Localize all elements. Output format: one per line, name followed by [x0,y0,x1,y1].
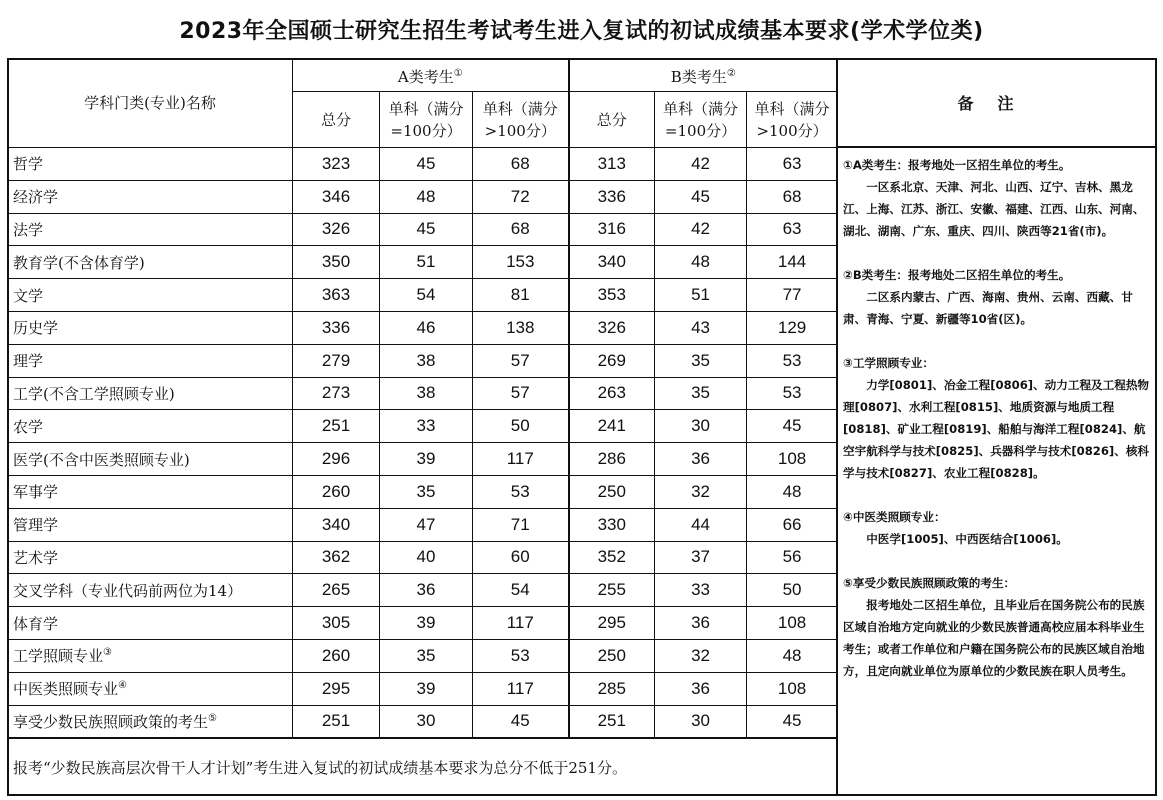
note-title: ③工学照顾专业： [843,356,934,370]
b-single-100: 45 [655,180,747,213]
b-single-100: 48 [655,246,747,279]
group-b-header [569,59,838,92]
table-row [8,180,838,213]
a-single-100: 51 [380,246,473,279]
b-single-100: 42 [655,213,747,246]
a-single-gt100: 117 [473,443,569,476]
note-item [843,572,1153,682]
a-total: 362 [293,541,380,574]
a-single-100: 46 [380,311,473,344]
a-total: 346 [293,180,380,213]
b-singlegt100-header [747,92,838,148]
subject-label: 教育学(不含体育学) [13,253,145,272]
b-total: 295 [569,607,655,640]
table-row [8,311,838,344]
subject-label: 理学 [13,352,44,371]
a-single-100: 38 [380,377,473,410]
note-item [843,352,1153,484]
b-single-gt100: 63 [747,148,838,181]
b-total: 316 [569,213,655,246]
score-table [7,58,838,796]
a-single-100: 40 [380,541,473,574]
note-title: ⑤享受少数民族照顾政策的考生： [843,576,1016,590]
b-single-gt100: 50 [747,574,838,607]
b-single-gt100: 45 [747,410,838,443]
subject-name [8,213,293,246]
note-title: ②B类考生：报考地处二区招生单位的考生。 [843,268,1071,282]
a-single-gt100: 68 [473,213,569,246]
b-total: 313 [569,148,655,181]
subject-name [8,148,293,181]
subject-label: 哲学 [13,155,44,174]
note-item [843,264,1153,330]
b-single-100: 36 [655,672,747,705]
b-total: 353 [569,279,655,312]
a-single-gt100: 45 [473,705,569,738]
note-item [843,154,1153,242]
a-single-gt100: 53 [473,639,569,672]
table-row [8,508,838,541]
subject-label: 艺术学 [13,548,59,567]
b-single-gt100: 45 [747,705,838,738]
a-single-100: 35 [380,475,473,508]
b-single-gt100: 48 [747,639,838,672]
a-total: 340 [293,508,380,541]
table-row [8,607,838,640]
a-single-gt100: 81 [473,279,569,312]
subject-name [8,246,293,279]
b-single-gt100: 48 [747,475,838,508]
a-total: 260 [293,475,380,508]
b-single-100: 36 [655,443,747,476]
table-row [8,672,838,705]
note-body: 中医学[1005]、中西医结合[1006]。 [866,532,1068,546]
footnote-mark: ② [726,67,736,79]
b-total: 286 [569,443,655,476]
note-body: 二区系内蒙古、广西、海南、贵州、云南、西藏、甘肃、青海、宁夏、新疆等10省(区)。 [843,290,1133,326]
a-single-gt100: 117 [473,672,569,705]
b-total: 269 [569,344,655,377]
a-single-100: 39 [380,672,473,705]
b-single-100: 42 [655,148,747,181]
b-total: 285 [569,672,655,705]
group-b-label: B类考生 [670,67,727,86]
table-row [8,705,838,738]
subject-name [8,344,293,377]
b-single-gt100: 63 [747,213,838,246]
a-single-100: 45 [380,148,473,181]
subject-name [8,410,293,443]
a-total-header: 总分 [293,92,380,148]
b-single-gt100: 66 [747,508,838,541]
a-singlegt100-header [473,92,569,148]
a-single-gt100: 71 [473,508,569,541]
subject-name [8,541,293,574]
subject-name [8,279,293,312]
a-total: 251 [293,705,380,738]
a-single-100: 36 [380,574,473,607]
b-single-100: 43 [655,311,747,344]
subject-label: 军事学 [13,483,59,502]
a-single-gt100: 153 [473,246,569,279]
table-row [8,377,838,410]
table-row [8,574,838,607]
b-total: 241 [569,410,655,443]
footnote-mark: ④ [118,680,127,692]
b-single100-header [655,92,747,148]
subject-label: 历史学 [13,319,59,338]
a-single-gt100: 53 [473,475,569,508]
table-row [8,443,838,476]
b-total: 352 [569,541,655,574]
b-single-100: 30 [655,410,747,443]
subject-name-header: 学科门类(专业)名称 [8,59,293,148]
a-total: 295 [293,672,380,705]
subject-label: 体育学 [13,614,59,633]
subject-label: 交叉学科（专业代码前两位为14） [13,581,243,600]
footnote-mark: ⑤ [208,712,217,724]
header-line: >100分） [484,121,556,140]
a-single-100: 54 [380,279,473,312]
header-line: 单科（满分 [388,99,464,118]
b-single-100: 32 [655,639,747,672]
a-total: 273 [293,377,380,410]
a-single-100: 45 [380,213,473,246]
a-total: 323 [293,148,380,181]
group-a-header [293,59,569,92]
b-single-100: 37 [655,541,747,574]
b-single-gt100: 77 [747,279,838,312]
subject-name [8,672,293,705]
b-single-100: 44 [655,508,747,541]
a-total: 265 [293,574,380,607]
header-line: 单科（满分 [663,99,739,118]
a-total: 260 [293,639,380,672]
b-total: 250 [569,639,655,672]
a-total: 350 [293,246,380,279]
b-single-gt100: 56 [747,541,838,574]
table-row [8,639,838,672]
note-body: 报考地处二区招生单位，且毕业后在国务院公布的民族区域自治地方定向就业的少数民族普通高校应届本科毕业生考生；或者工作单位和户籍在国务院公布的民族区域自治地方，且定向就业单位为原单位的少数民族在职人员考生。 [843,598,1145,678]
subject-name [8,639,293,672]
a-total: 305 [293,607,380,640]
a-single-gt100: 60 [473,541,569,574]
a-total: 326 [293,213,380,246]
b-total: 255 [569,574,655,607]
subject-label: 医学(不含中医类照顾专业) [13,450,190,469]
header-line: 单科（满分 [754,99,830,118]
note-title: ①A类考生：报考地处一区招生单位的考生。 [843,158,1071,172]
b-single-gt100: 108 [747,607,838,640]
subject-name [8,377,293,410]
a-single-100: 33 [380,410,473,443]
b-single-gt100: 108 [747,672,838,705]
table-row [8,148,838,181]
page-title: 2023年全国硕士研究生招生考试考生进入复试的初试成绩基本要求(学术学位类) [179,19,984,44]
a-single-gt100: 57 [473,344,569,377]
notes-column [836,58,1157,796]
b-total: 251 [569,705,655,738]
header-line: =100分） [664,121,737,140]
b-single-100: 30 [655,705,747,738]
b-single-gt100: 129 [747,311,838,344]
table-row [8,475,838,508]
subject-label: 经济学 [13,188,59,207]
subject-label: 文学 [13,286,44,305]
note-title: ④中医类照顾专业： [843,510,946,524]
subject-name [8,311,293,344]
subject-label: 工学(不含工学照顾专业) [13,384,175,403]
b-single-gt100: 144 [747,246,838,279]
header-line: =100分） [390,121,462,140]
subject-name [8,475,293,508]
a-single-gt100: 57 [473,377,569,410]
a-single-100: 39 [380,443,473,476]
table-row [8,279,838,312]
a-single-gt100: 68 [473,148,569,181]
a-single-100: 35 [380,639,473,672]
a-single100-header [380,92,473,148]
a-total: 363 [293,279,380,312]
header-line: >100分） [756,121,828,140]
b-single-100: 36 [655,607,747,640]
a-single-100: 38 [380,344,473,377]
subject-label: 工学照顾专业 [13,647,104,666]
header-line: 单科（满分 [482,99,558,118]
b-total: 250 [569,475,655,508]
group-a-label: A类考生 [397,67,454,86]
a-total: 336 [293,311,380,344]
table-row [8,410,838,443]
subject-label: 享受少数民族照顾政策的考生 [13,712,209,731]
b-single-100: 51 [655,279,747,312]
b-single-100: 33 [655,574,747,607]
subject-label: 中医类照顾专业 [13,680,119,699]
subject-name [8,443,293,476]
b-total: 336 [569,180,655,213]
a-single-gt100: 50 [473,410,569,443]
table-row [8,344,838,377]
subject-label: 管理学 [13,516,59,535]
a-single-100: 30 [380,705,473,738]
footnote-mark: ③ [103,647,112,659]
a-single-100: 39 [380,607,473,640]
a-single-gt100: 138 [473,311,569,344]
a-single-100: 47 [380,508,473,541]
subject-name [8,607,293,640]
b-total: 340 [569,246,655,279]
table-row [8,246,838,279]
a-single-gt100: 54 [473,574,569,607]
subject-name [8,180,293,213]
a-total: 296 [293,443,380,476]
b-total: 263 [569,377,655,410]
table-row [8,541,838,574]
a-single-gt100: 72 [473,180,569,213]
subject-label: 法学 [13,220,44,239]
b-single-gt100: 68 [747,180,838,213]
note-body: 力学[0801]、冶金工程[0806]、动力工程及工程热物理[0807]、水利工程[0815]、地质资源与地质工程[0818]、矿业工程[0819]、船舶与海洋工程[0824]、航空宇航科学与技术[0825]、兵器科学与技术[0826]、核科学与技术[0827]、农业工程[0828]。 [843,378,1150,480]
a-single-gt100: 117 [473,607,569,640]
subject-name [8,508,293,541]
subject-name [8,705,293,738]
b-total: 330 [569,508,655,541]
footnote-mark: ① [453,67,463,79]
footer-note: 报考“少数民族高层次骨干人才计划”考生进入复试的初试成绩基本要求为总分不低于251分。 [8,738,838,796]
b-single-100: 32 [655,475,747,508]
b-single-100: 35 [655,377,747,410]
b-single-100: 35 [655,344,747,377]
a-total: 279 [293,344,380,377]
b-total-header: 总分 [569,92,655,148]
b-single-gt100: 53 [747,344,838,377]
b-single-gt100: 53 [747,377,838,410]
b-total: 326 [569,311,655,344]
a-total: 251 [293,410,380,443]
subject-name [8,574,293,607]
notes-body [838,148,1157,682]
table-row [8,213,838,246]
subject-label: 农学 [13,417,44,436]
note-item [843,506,1153,550]
b-single-gt100: 108 [747,443,838,476]
notes-header: 备注 [838,58,1157,148]
a-single-100: 48 [380,180,473,213]
note-body: 一区系北京、天津、河北、山西、辽宁、吉林、黑龙江、上海、江苏、浙江、安徽、福建、江西、山东、河南、湖北、湖南、广东、重庆、四川、陕西等21省(市)。 [843,180,1145,238]
